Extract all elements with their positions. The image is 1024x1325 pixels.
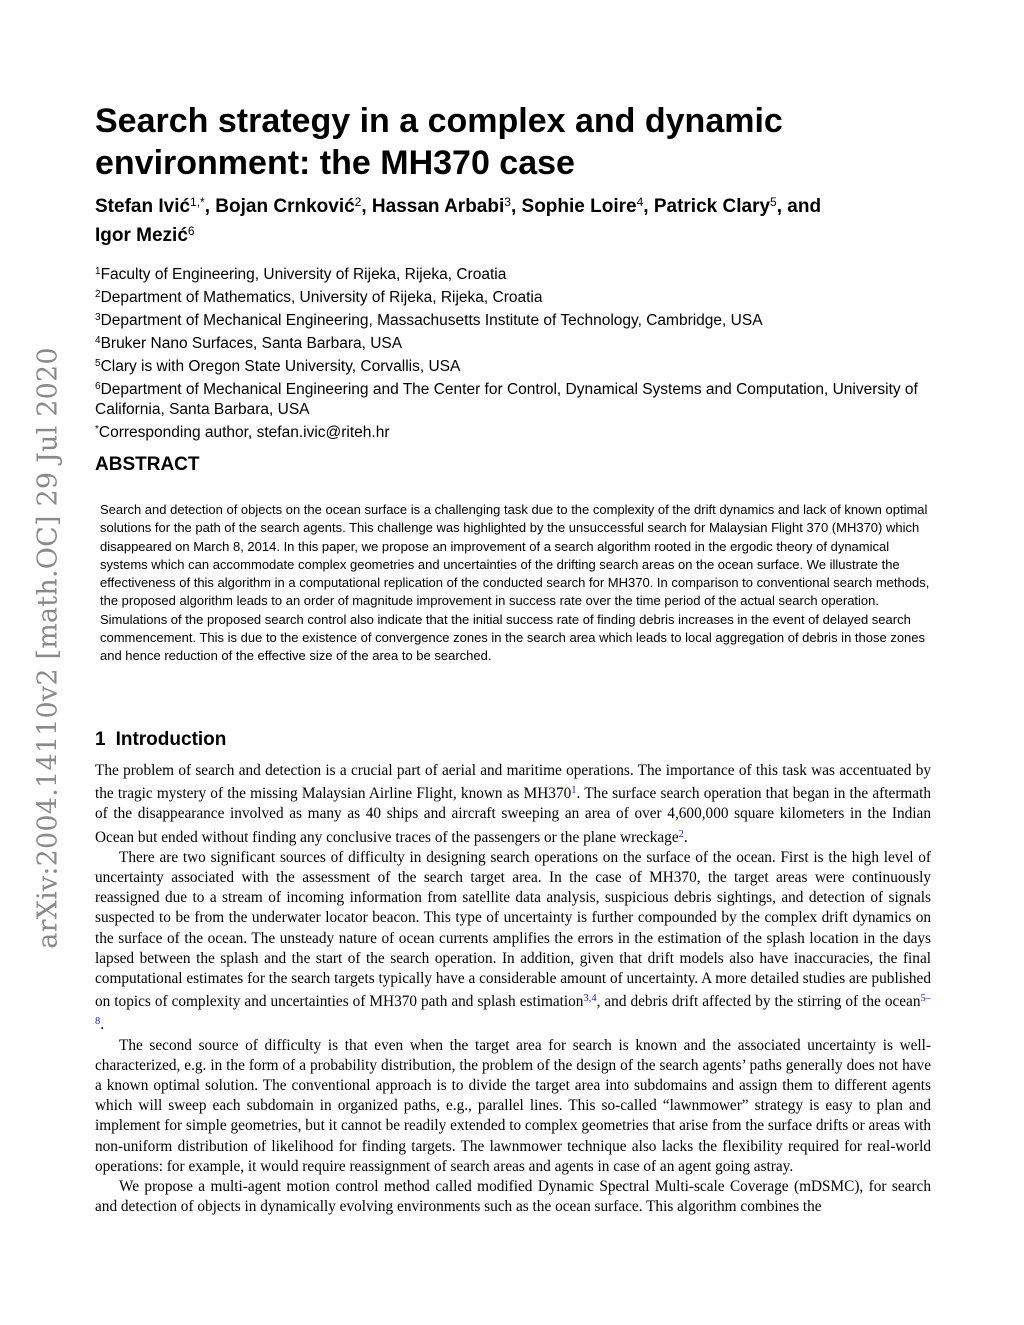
- paragraph-text: The problem of search and detection is a crucial part of aerial and maritime operations. The importance of this task was accentuated by the tragic mystery of the missing Malaysian Airline Flight, known as MH370: [95, 762, 931, 803]
- affiliation-text: Department of Mathematics, University of Rijeka, Rijeka, Croatia: [100, 289, 543, 306]
- affiliation-marker: 5: [95, 358, 101, 369]
- author-separator-and: , and: [776, 196, 822, 217]
- affiliation-marker: 6: [95, 381, 101, 392]
- paragraph-text: . The surface search operation that began in the aftermath of the disappearance involved as many as 40 ships and aircraft sweeping an area of over 4,600,000 square kilometers in the Indian Ocean but ended without finding any conclusive traces of the passengers or the plane wreckage: [95, 785, 931, 846]
- author-list: [95, 190, 925, 248]
- citation-link[interactable]: 1: [571, 785, 577, 797]
- affiliation-marker: 3: [95, 312, 101, 323]
- author-affiliation-marker: 6: [187, 224, 195, 238]
- author-separator: ,: [361, 196, 372, 217]
- introduction-body: [95, 761, 931, 1217]
- paragraph-text: , and debris drift affected by the stirring of the ocean: [596, 993, 921, 1011]
- affiliation-text: Department of Mechanical Engineering and The Center for Control, Dynamical Systems and Computation, University of California, Santa Barbara, USA: [95, 381, 918, 418]
- author-affiliation-marker: 3: [504, 195, 511, 209]
- citation-link[interactable]: 2: [678, 828, 684, 840]
- paragraph-text: The second source of difficulty is that even when the target area for search is known and the associated uncertainty is well-characterized, e.g. in the form of a probability distribution, the problem of the design of the search agents’ paths generally does not have a known optimal solution. The conventional approach is to divide the target area into subdomains and assign them to different agents which will sweep each subdomain in organized paths, e.g., parallel lines. This so-called “lawnmower” strategy is easy to plan and implement for simple geometries, but it cannot be readily extended to complex geometries that arise from the surface drifts or areas with non-uniform distribution of likelihood for finding targets. The lawnmower technique also lacks the flexibility required for real-world operations: for example, it would require reassignment of search areas and agents in case of an agent going astray.: [95, 1036, 931, 1175]
- abstract-heading: ABSTRACT: [95, 454, 200, 475]
- affiliation-text: Corresponding author, stefan.ivic@riteh.hr: [98, 424, 390, 441]
- body-paragraph: [95, 848, 931, 1036]
- affiliation-list: [95, 262, 925, 443]
- paragraph-text: .: [100, 1016, 105, 1034]
- affiliation-text: Bruker Nano Surfaces, Santa Barbara, USA: [100, 335, 403, 352]
- author-name: Igor Mezić: [95, 225, 188, 246]
- author-affiliation-marker: 5: [770, 195, 777, 209]
- section-number: 1: [95, 729, 106, 750]
- author-name: Hassan Arbabi: [371, 196, 505, 217]
- affiliation-marker: 1: [95, 266, 101, 277]
- author-affiliation-marker: 2: [354, 195, 362, 209]
- author-name: Bojan Crnković: [215, 196, 355, 217]
- author-separator: ,: [204, 196, 216, 217]
- author-separator: ,: [643, 196, 654, 217]
- affiliation-text: Department of Mechanical Engineering, Massachusetts Institute of Technology, Cambridge, USA: [100, 312, 763, 329]
- author-name: Sophie Loire: [521, 196, 637, 217]
- affiliation-item: [95, 354, 925, 377]
- affiliation-item: [95, 377, 925, 420]
- citation-link[interactable]: 5–8: [95, 993, 931, 1028]
- author-name: Patrick Clary: [653, 196, 771, 217]
- paragraph-text: There are two significant sources of difficulty in designing search operations on the surface of the ocean. First is the high level of uncertainty associated with the assessment of the search target area. In the case of MH370, the target areas were continuously reassigned due to a stream of incoming information from satellite data analysis, suspicious debris sightings, and detection of signals suspected to be from the underwater locator beacon. This type of uncertainty is further compounded by the complex drift dynamics on the surface of the ocean. The unsteady nature of ocean currents amplifies the errors in the estimation of the splash location in the days lapsed between the splash and the start of the search operation. In addition, given that drift models also have inaccuracies, the final computational estimates for the search targets typically have a considerable amount of uncertainty. A more detailed studies are published on topics of complexity and uncertainties of MH370 path and splash estimation: [95, 848, 931, 1011]
- section-heading: [95, 729, 226, 751]
- affiliation-marker: 4: [95, 335, 101, 346]
- affiliation-marker: *: [95, 424, 99, 435]
- abstract-text: Search and detection of objects on the ocean surface is a challenging task due to the complexity of the drift dynamics and lack of known optimal solutions for the path of the search agents. This challenge was highlighted by the unsuccessful search for Malaysian Flight 370 (MH370) which disappeared on March 8, 2014. In this paper, we propose an improvement of a search algorithm rooted in the ergodic theory of dynamical systems which can accommodate complex geometries and uncertainties of the drifting search areas on the ocean surface. We illustrate the effectiveness of this algorithm in a computational replication of the conducted search for MH370. In comparison to conventional search methods, the proposed algorithm leads to an order of magnitude improvement in success rate over the time period of the actual search operation. Simulations of the proposed search control also indicate that the initial success rate of finding debris increases in the event of delayed search commencement. This is due to the existence of convergence zones in the search area which leads to local aggregation of debris in those zones and hence reduction of the effective size of the area to be searched.: [100, 502, 930, 664]
- affiliation-item: [95, 262, 925, 285]
- author-affiliation-marker: 1,*: [190, 195, 205, 209]
- author-name: Stefan Ivić: [95, 196, 191, 217]
- section-title: Introduction: [115, 729, 227, 750]
- paragraph-text: We propose a multi-agent motion control method called modified Dynamic Spectral Multi-scale Coverage (mDSMC), for search and detection of objects in dynamically evolving environments such as the ocean surface. This algorithm combines the: [95, 1178, 931, 1216]
- body-paragraph: [95, 1036, 931, 1177]
- affiliation-marker: 2: [95, 289, 101, 300]
- affiliation-text: Faculty of Engineering, University of Rijeka, Rijeka, Croatia: [100, 266, 507, 283]
- affiliation-item: [95, 420, 925, 443]
- affiliation-text: Clary is with Oregon State University, Corvallis, USA: [100, 358, 461, 375]
- affiliation-item: [95, 285, 925, 308]
- author-separator: ,: [510, 196, 522, 217]
- body-paragraph: [95, 761, 931, 848]
- citation-link[interactable]: 3,4: [583, 993, 597, 1005]
- arxiv-identifier-stamp[interactable]: arXiv:2004.14110v2 [math.OC] 29 Jul 2020: [32, 347, 64, 949]
- paragraph-text: .: [683, 828, 688, 846]
- author-affiliation-marker: 4: [636, 195, 644, 209]
- body-paragraph: [95, 1177, 931, 1217]
- affiliation-item: [95, 331, 925, 354]
- paper-title: Search strategy in a complex and dynamic environment: the MH370 case: [95, 102, 783, 182]
- affiliation-item: [95, 308, 925, 331]
